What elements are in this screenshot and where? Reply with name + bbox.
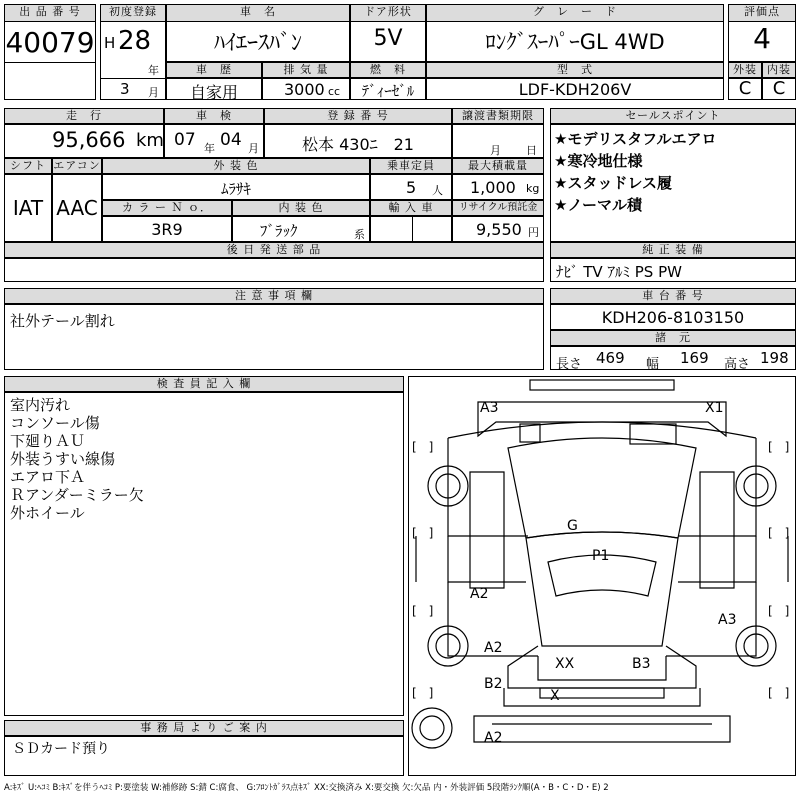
inspector-note: 外装うすい線傷 (10, 450, 116, 468)
later-parts-label: 後 日 発 送 部 品 (4, 242, 544, 258)
interior-color-label: 内 装 色 (232, 200, 370, 216)
equipment: ﾅﾋﾞ TV ｱﾙﾐ PS PW (556, 263, 682, 281)
mark-g-windshield: G (567, 518, 578, 534)
width: 169 (680, 349, 709, 367)
mark-a2-left-rear: A2 (484, 640, 503, 656)
mileage: 95,666 (52, 128, 126, 152)
bracket-right-low: [ ] (768, 604, 790, 618)
interior-color-unit: 系 (354, 228, 365, 241)
reg-year: 28 (118, 26, 152, 56)
mark-a2-left-side: A2 (470, 586, 489, 602)
equipment-label: 純 正 装 備 (550, 242, 796, 258)
aircon: AAC (56, 196, 98, 220)
recycle-label: リサイクル預託金 (452, 200, 544, 216)
first-registration-label: 初度登録 (100, 4, 166, 22)
car-name-label: 車 名 (166, 4, 350, 22)
interior-color-cell (232, 216, 370, 242)
mark-x1-front-right: X1 (705, 400, 724, 416)
car-name: ﾊｲｴｰｽﾊﾞﾝ (213, 31, 302, 56)
bracket-right-bottom: [ ] (768, 686, 790, 700)
reg-year-unit: 年 (148, 64, 159, 77)
displacement: 3000 (284, 80, 325, 99)
inspector-note: 下廻りＡＵ (10, 432, 86, 450)
bracket-right-top: [ ] (768, 440, 790, 454)
bracket-left-top: [ ] (412, 440, 434, 454)
displacement-label: 排 気 量 (262, 62, 350, 78)
lot-number: 40079 (5, 26, 95, 59)
lot-divider (4, 62, 96, 63)
inspection-month: 04 (220, 130, 242, 150)
chassis-label: 車 台 番 号 (550, 288, 796, 304)
displacement-unit: cc (328, 85, 341, 98)
import-cell (370, 216, 452, 242)
length-label: 長さ (556, 357, 583, 372)
reg-month-unit: 月 (148, 86, 159, 99)
history-label: 車 歴 (166, 62, 262, 78)
color-no-label: カ ラ ー Ｎ ｏ． (102, 200, 232, 216)
mark-p1-roof: P1 (592, 548, 610, 564)
score: 4 (753, 22, 771, 55)
mark-b2-rear-left: B2 (484, 676, 503, 692)
history: 自家用 (189, 83, 238, 102)
sales-point-item: ★モデリスタフルエアロ (554, 130, 717, 148)
caution-text: 社外テール割れ (10, 312, 115, 330)
lot-number-label: 出 品 番 号 (4, 4, 96, 22)
aircon-label: エアコン (53, 159, 101, 172)
bracket-left-low: [ ] (412, 604, 434, 618)
inspector-note: Ｒアンダーミラー欠 (10, 486, 144, 504)
bracket-right-mid: [ ] (768, 526, 790, 540)
max-load-unit: kg (526, 182, 540, 195)
bracket-left-mid: [ ] (412, 526, 434, 540)
interior-grade: C (772, 78, 786, 99)
reg-divider (100, 78, 166, 79)
inspection-year-unit: 年 (204, 142, 215, 155)
inspector-notes (10, 396, 144, 522)
interior-label: 内装 (762, 62, 796, 78)
width-label: 幅 (646, 357, 660, 372)
height: 198 (760, 349, 789, 367)
exterior-label: 外装 (728, 62, 762, 78)
exterior-grade: C (738, 78, 752, 99)
transfer-deadline-label: 譲渡書類期限 (452, 108, 544, 124)
exterior-color: ﾑﾗｻｷ (220, 180, 251, 198)
mark-a2-bottom: A2 (484, 730, 503, 746)
import-divider (412, 216, 413, 242)
fuel: ﾃﾞｨｰｾﾞﾙ (361, 82, 415, 100)
office-text: ＳＤカード預り (12, 741, 110, 757)
mark-xx-rear: XX (555, 656, 575, 672)
vehicle-diagram (408, 376, 796, 776)
inspector-note: コンソール傷 (10, 414, 100, 432)
exterior-color-label: 外 装 色 (102, 158, 370, 174)
length: 469 (596, 349, 625, 367)
fuel-label: 燃 料 (350, 62, 426, 78)
mark-x-rear-bumper: X (550, 688, 560, 704)
office-label: 事 務 局 よ り ご 案 内 (4, 720, 404, 736)
later-parts-cell (4, 258, 544, 282)
inspection-month-unit: 月 (248, 142, 259, 155)
sales-point-item: ★スタッドレス履 (554, 174, 672, 192)
transfer-month-unit: 月 (490, 144, 501, 157)
inspection-year: 07 (174, 130, 196, 150)
door-label: ドア形状 (350, 4, 426, 22)
model-label: 型 式 (426, 62, 724, 78)
plate-label: 登 録 番 号 (264, 108, 452, 124)
capacity: 5 (406, 178, 417, 197)
color-no: 3R9 (151, 220, 183, 239)
max-load-label: 最大積載量 (452, 158, 544, 174)
mark-a3-right-side: A3 (718, 612, 737, 628)
sales-point-item: ★寒冷地仕様 (554, 152, 643, 170)
model: LDF-KDH206V (518, 80, 632, 99)
inspector-note: 室内汚れ (10, 396, 71, 414)
sales-points-label: セールスポイント (550, 108, 796, 124)
score-label: 評価点 (728, 4, 796, 22)
caution-label: 注 意 事 項 欄 (4, 288, 544, 304)
grade-label: グ レ ー ド (426, 4, 724, 22)
inspector-label: 検 査 員 記 入 欄 (4, 376, 404, 392)
damage-legend: A:ｷｽﾞ U:ﾍｺﾐ B:ｷｽﾞを伴うﾍｺﾐ P:要塗装 W:補修跡 S:錆 C:腐食、 G:ﾌﾛﾝﾄｶﾞﾗｽ点ｷｽﾞ XX:交換済み X:要交換 欠:欠品 内・外装評価 5段階ﾗﾝｸ順(A・B・C・D・E) 2 (4, 783, 609, 793)
era: H (104, 34, 116, 52)
recycle-fee: 9,550 (476, 220, 522, 239)
interior-color: ﾌﾞﾗｯｸ (260, 222, 298, 240)
shift-label: シフト (4, 158, 52, 174)
door-type: 5V (373, 26, 403, 51)
inspector-note: 外ホイール (10, 504, 85, 522)
capacity-unit: 人 (432, 184, 443, 197)
reg-month: 3 (120, 80, 130, 98)
mileage-label: 走 行 (4, 108, 164, 124)
mileage-unit: km (136, 130, 164, 151)
chassis-number: KDH206-8103150 (601, 308, 745, 327)
dimensions-label: 諸 元 (550, 330, 796, 346)
inspector-note: エアロ下Ａ (10, 468, 86, 486)
import-label: 輸 入 車 (370, 200, 452, 216)
mark-b3-rear-right: B3 (632, 656, 651, 672)
capacity-label: 乗車定員 (370, 158, 452, 174)
grade: ﾛﾝｸﾞｽｰﾊﾟｰGL 4WD (485, 30, 665, 54)
inspection-label: 車 検 (164, 108, 264, 124)
plate-number: 松本 430ﾆ 21 (302, 135, 414, 154)
transfer-day-unit: 日 (526, 144, 537, 157)
height-label: 高さ (724, 357, 751, 372)
shift: IAT (12, 196, 44, 220)
recycle-fee-unit: 円 (528, 226, 539, 239)
max-load: 1,000 (470, 178, 516, 197)
bracket-left-bottom: [ ] (412, 686, 434, 700)
sales-points-list (554, 130, 717, 214)
sales-point-item: ★ノーマル積 (554, 196, 642, 214)
mark-a3-front-left: A3 (480, 400, 499, 416)
